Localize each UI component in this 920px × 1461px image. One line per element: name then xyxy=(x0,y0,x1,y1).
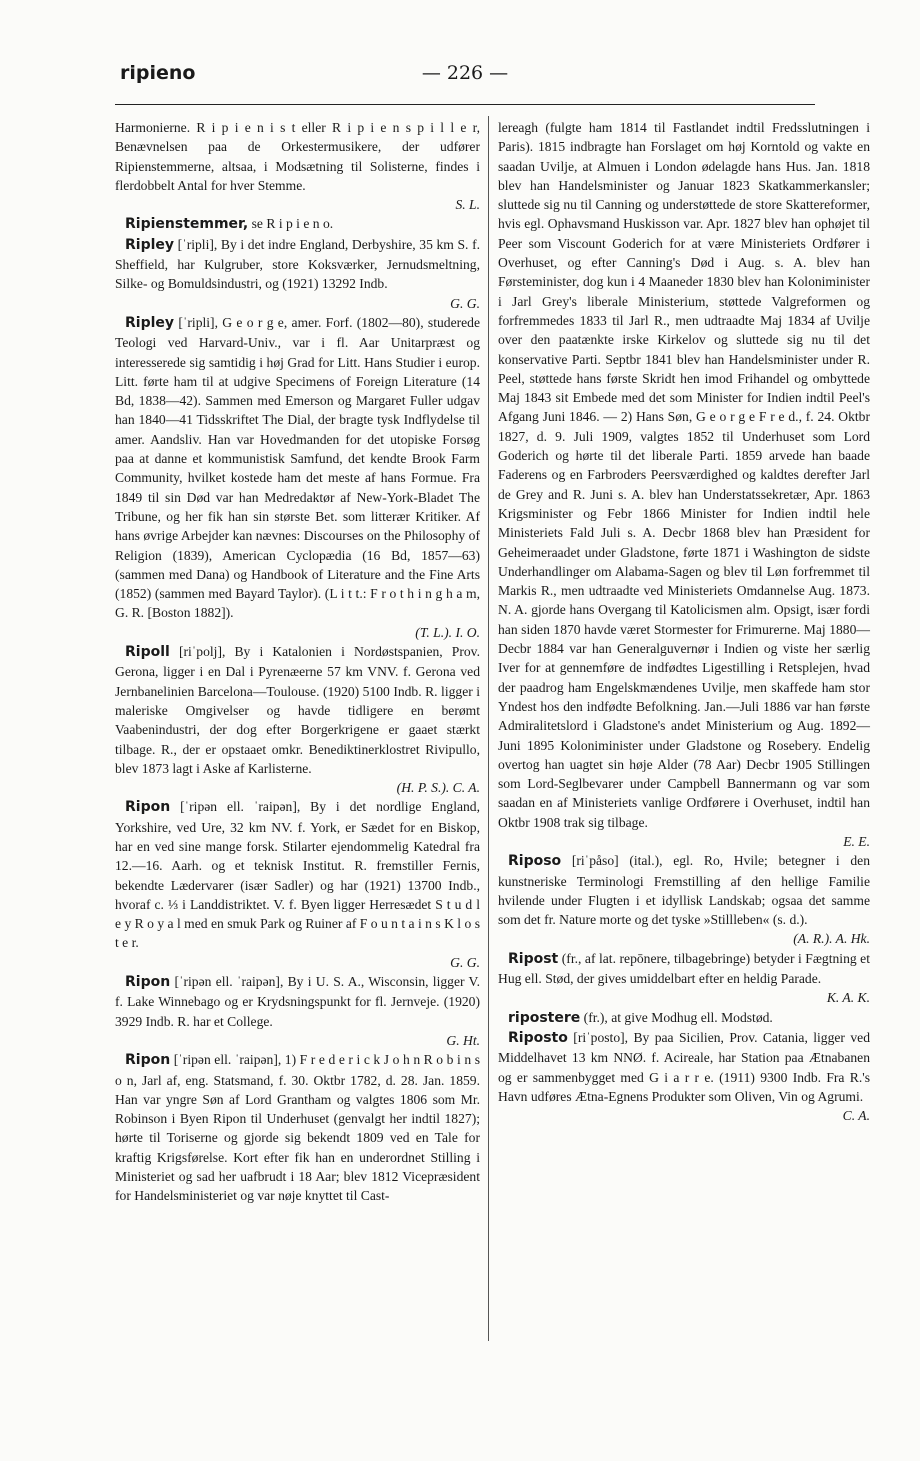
entry-keyword: Ripienstemmer, xyxy=(125,216,249,233)
entry-keyword: Riposto xyxy=(508,1029,568,1046)
entry-keyword: Ripon xyxy=(125,1052,171,1069)
entry-ripost: Ripost (fr., af lat. repōnere, tilbagebringe) betyder i Fægtning et Hug ell. Stød, der gives umiddelbart efter en heldig Parade. K. A. K. xyxy=(498,949,870,1008)
entry-riposto: Riposto [riˈposto], By paa Sicilien, Prov. Catania, ligger ved Middelhavet 13 km NNØ. f. Acireale, har Station paa Ætnabanen og er sammenbygget med G i a r r e. (1911) 9300 Indb. Fra R.'s Havn udføres Ætna-Egnens Produkter som Oliven, Vin og Agrumi. C. A. xyxy=(498,1028,870,1125)
entry-keyword: ripostere xyxy=(508,1009,581,1026)
entry-riposo: Riposo [riˈpåso] (ital.), egl. Ro, Hvile; betegner i den kunstneriske Terminologi Fremstilling af den hellige Familie hvilende under Flugten i et idyllisk Landskab; ogsaa det samme som det fr. Nature morte og det tyske »Stillleben« (s. d.). (A. R.). A. Hk. xyxy=(498,851,870,948)
entry-continuation: lereagh (fulgte ham 1814 til Fastlandet indtil Fredsslutningen i Paris). 1815 indbragte han Forslaget om høj Korntold og vakte en saadan Uvilje, at Almuen i London ødelagde hans Hus. Jan. 1818 blev han Handelsminister og Januar 1823 Skatkammerkansler; sluttede sig nu til Canning og understøttede de store Skattereformer, hvis egl. Ophavsmand Huskisson var. Apr. 1827 blev han ophøjet til Peer som Viscount Goderich for at være Ministeriets Ordfører i Overhuset, og efter Canning's Død i Aug. s. A. blev han Førsteminister, dog kun i 4 Maaneder 1830 blev han Koloniminister i Jarl Grey's liberale Ministerium, støttede Valgreformen og forfremmedes 1833 til Jarl R., men udtraadte Maj 1834 af Uvilje over den paatænkte irske Kirkelov og sluttede sig nu til det konservative Parti. Septbr 1841 blev han Handelsminister under R. Peel, støttede hans første Skridt hen imod Frihandel og ombyttede Maj 1843 sit Embede med det som Minister for Indien indtil Peel's Afgang Juni 1846. — 2) Hans Søn, G e o r g e F r e d., f. 24. Oktbr 1827, d. 9. Juli 1909, valgtes 1852 til Underhuset som Lord Goderich og hørte til det liberale Parti. 1859 arvede han baade Faderens og en Farbroders Peersværdighed og kaldtes derefter Jarl de Grey and R. Juni s. A. blev han Understatssekretær, Apr. 1863 Krigsminister og Febr 1866 Minister for Indien indtil hele Ministeriets Fald Juli s. A. Decbr 1868 blev han Præsident for Geheimeraadet under Gladstone, førte 1871 i Washington de sidste Underhandlinger om Alabama-Sagen og blev til Løn forfremmet til Markis R., men udtraadte ved Ministeriets Omdannelse Aug. 1873. N. A. gjorde hans Overgang til Katolicismen alm. Opsigt, især fordi han siden 1870 havde været Stormester for Frimurerne. Maj 1880—Decbr 1884 var han Generalguvernør i Indien og viste her særlig Iver for at gennemføre de indfødtes Ligestilling i Retsplejen, hvad der paadrog ham Engelskmændenes Uvilje, men skaffede ham stor Yndest hos den indfødte Befolkning. Jan.—Juli 1886 var han første Admiralitetslord i Gladstone's andet Ministerium og Aug. 1892—Juni 1895 Koloniminister under Gladstone og Rosebery. Endelig overtog han uagtet sin høje Alder (78 Aar) Decbr 1905 Stillingen som Lord-Seglbevarer under Campbell Bannermann og var som saadan en af Ministeriets vanlige Ordførere i Overhuset, indtil han Oktbr 1908 trak sig tilbage. E. E. xyxy=(498,118,870,851)
header-rule xyxy=(115,104,815,105)
entry-ripley-george: Ripley [ˈripli], G e o r g e, amer. Forf. (1802—80), studerede Teologi ved Harvard-Univ., var i fl. Aar Unitarpræst og interesserede sig samtidig i høj Grad for Litt. Hans Studier i europ. Litt. førte ham til at udgive Specimens of Foreign Literature (14 Bd, 1838—42). Sammen med Emerson og Margaret Fuller udgav han 1840—41 Tidsskriftet The Dial, der bragte tysk Indflydelse til amer. Aandsliv. Han var Hovedmanden for det utopiske Forsøg paa at danne et kommunistisk Samfund, det kendte Brook Farm Community, hvilket kostede ham det meste af hans Formue. Fra 1849 til sin Død var han Medredaktør af New-York-Bladet The Tribune, og her fik han sin største Bet. som litterær Kritiker. Af hans øvrige Arbejder kan nævnes: Discourses on the Philosophy of Religion (1839), American Cyclopædia (16 Bd, 1857—63) (sammen med Dana) og Handbook of Literature and the Fine Arts (1852) (sammen med Bayard Taylor). (L i t t.: F r o t h i n g h a m, G. R. [Boston 1882]). (T. L.). I. O. xyxy=(115,313,480,642)
entry-signature: (T. L.). I. O. xyxy=(415,624,480,640)
entry-ripienstemmer: Ripienstemmer, se R i p i e n o. xyxy=(125,216,334,233)
entry-ripon-usa: Ripon [ˈripən ell. ˈraipən], By i U. S. A., Wisconsin, ligger V. f. Lake Winnebago og er Krydsningspunkt for fl. Jernveje. (1920) 3929 Indb. R. har et College. G. Ht. xyxy=(115,972,480,1050)
entry-signature: (H. P. S.). C. A. xyxy=(396,780,480,796)
entry-keyword: Ripon xyxy=(125,799,171,816)
entry-continuation: Harmonierne. R i p i e n i s t eller R i p i e n s p i l l e r, Benævnelsen paa de Orkestermusikere, der udfører Ripienstemmerne, altsaa, i Modsætning til Solisterne, findes i flerdobbelt Antal for hver Stemme. S. L. xyxy=(115,118,480,214)
entry-ripoll: Ripoll [riˈpolj], By i Katalonien i Nordøstspanien, Prov. Gerona, ligger i en Dal i Pyrenæerne 57 km VNV. f. Gerona ved Jernbanelinien Barcelona—Toulouse. (1920) 5100 Indb. R. ligger i maleriske Omgivelser og havde tidligere en berømt Vaabenindustri, der dog efter Borgerkrigene er gaaet stærkt tilbage. R., der er opstaaet omkr. Benediktinerklostret Rivipullo, blev 1873 lagt i Aske af Karlisterne. (H. P. S.). C. A. xyxy=(115,642,480,797)
entry-signature: K. A. K. xyxy=(826,990,870,1006)
entry-keyword: Ripley xyxy=(125,236,175,253)
entry-signature: G. G. xyxy=(450,954,480,970)
entry-ripon-earl: Ripon [ˈripən ell. ˈraipən], 1) F r e d e r i c k J o h n R o b i n s o n, Jarl af, eng. Statsmand, f. 30. Oktbr 1782, d. 28. Jan. 1859. Han var yngre Søn af Lord Grantham og valgtes 1806 som Mr. Robinson i Byen Ripon til Underhuset (genvalgt her indtil 1827); hørte til Toriserne og gjorde sig bekendt 1809 ved en Tale for kraftig Krigsførelse. Kort efter fik han en underordnet Stilling i Ministeriet og sad her uafbrudt i 18 Aar; blev 1812 Vicepræsident for Handelsministeriet og var nøje knyttet til Cast- xyxy=(115,1052,480,1204)
left-column xyxy=(115,118,480,1206)
entry-signature: (A. R.). A. Hk. xyxy=(793,931,870,947)
entry-ripostere: ripostere (fr.), at give Modhug ell. Modstød. xyxy=(508,1009,773,1026)
page-header xyxy=(120,62,810,92)
entry-ripley-town: Ripley [ˈripli], By i det indre England, Derbyshire, 35 km S. f. Sheffield, har Kulgruber, store Koksværker, Jernudsmeltning, Silke- og Bomuldsindustri, og (1921) 13292 Indb. G. G. xyxy=(115,235,480,313)
entry-signature: G. G. xyxy=(450,295,480,311)
right-column xyxy=(498,118,870,1125)
entry-keyword: Ripley xyxy=(125,314,175,331)
running-headword: ripieno xyxy=(120,62,196,84)
column-divider xyxy=(488,116,489,1341)
entry-keyword: Ripon xyxy=(125,974,171,991)
entry-keyword: Ripost xyxy=(508,950,559,967)
entry-keyword: Ripoll xyxy=(125,644,170,661)
entry-signature: S. L. xyxy=(455,197,480,213)
entry-signature: E. E. xyxy=(843,833,870,849)
entry-keyword: Riposo xyxy=(508,853,562,870)
entry-ripon-england: Ripon [ˈripən ell. ˈraipən], By i det nordlige England, Yorkshire, ved Ure, 32 km NV. f. York, er Sædet for en Biskop, har en ved sine mange forsk. Stilarter ejendommelig Katedral fra 12.—16. Aarh. og et teknisk Institut. R. fremstiller Fernis, bekendte Lædervarer (især Sadler) og har (1921) 13700 Indb., hvoraf c. ⅓ i Landdistriktet. V. f. Byen ligger Herresædet S t u d l e y R o y a l med en smuk Park og Ruiner af F o u n t a i n s K l o s t e r. G. G. xyxy=(115,797,480,972)
entry-signature: C. A. xyxy=(842,1108,870,1124)
entry-signature: G. Ht. xyxy=(446,1032,480,1048)
page-number: — 226 — xyxy=(421,62,509,84)
